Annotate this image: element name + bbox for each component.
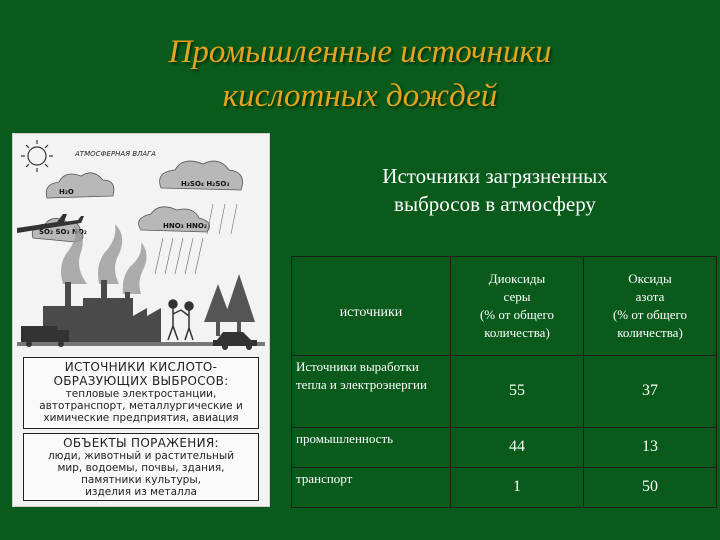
trees-icon — [204, 274, 255, 336]
header-sulfur-line-3: (% от общего — [479, 307, 555, 322]
header-sulfur-line-1: Диоксиды — [488, 271, 546, 286]
cell-nitrogen: 13 — [584, 427, 717, 467]
table-caption — [300, 162, 690, 218]
header-sulfur-line-4: количества) — [484, 325, 550, 340]
cell-sulfur: 55 — [451, 356, 584, 428]
cell-sulfur: 1 — [451, 467, 584, 507]
table-header-row — [292, 257, 717, 356]
damage-targets-text-4: изделия из металла — [85, 486, 197, 498]
emission-sources-text-3: химические предприятия, авиация — [43, 412, 239, 424]
chem-label-nitric: HNO₃ HNO₂ — [163, 222, 207, 230]
sun-icon — [21, 140, 53, 172]
damage-targets-heading: ОБЪЕКТЫ ПОРАЖЕНИЯ: — [63, 436, 219, 450]
emission-sources-text-2: автотранспорт, металлургические и — [39, 400, 243, 412]
chem-label-sulfuric: H₂SO₄ H₂SO₃ — [181, 180, 230, 188]
header-sources: источники — [292, 257, 451, 356]
header-nitrogen-line-1: Оксиды — [628, 271, 672, 286]
damage-targets-panel — [23, 433, 259, 501]
damage-targets-text-1: люди, животный и растительный — [47, 450, 235, 462]
cell-source: транспорт — [292, 467, 451, 507]
header-nitrogen-line-3: (% от общего — [612, 307, 688, 322]
slide-title-line-2: кислотных дождей — [222, 78, 498, 114]
cell-source: Источники выработки тепла и электроэнергии — [292, 356, 451, 428]
atmosphere-label: АТМОСФЕРНАЯ ВЛАГА — [75, 150, 156, 158]
damage-targets-text-3: памятники культуры, — [81, 474, 201, 486]
emissions-table — [291, 256, 717, 508]
slide-title — [60, 30, 660, 118]
header-sulfur-line-2: серы — [503, 289, 531, 304]
table-caption-line-1: Источники загрязненных — [382, 164, 608, 188]
cell-sulfur: 44 — [451, 427, 584, 467]
table-row — [292, 467, 717, 507]
emission-sources-heading-2: ОБРАЗУЮЩИХ ВЫБРОСОВ: — [53, 374, 229, 388]
emission-sources-panel — [23, 357, 259, 429]
people-icon — [168, 300, 193, 340]
table-row — [292, 356, 717, 428]
header-nitrogen-line-4: количества) — [617, 325, 683, 340]
header-nitrogen-oxides — [584, 257, 717, 356]
emission-sources-heading-1: ИСТОЧНИКИ КИСЛОТО- — [64, 360, 218, 374]
chem-label-oxides: SO₂ SO₃ NO₂ — [39, 228, 87, 236]
chem-label-water: H₂O — [59, 188, 74, 196]
slide-title-line-1: Промышленные источники — [168, 34, 552, 70]
header-sulfur-dioxides — [451, 257, 584, 356]
damage-targets-text-2: мир, водоемы, почвы, здания, — [57, 462, 225, 474]
cell-source: промышленность — [292, 427, 451, 467]
table-caption-line-2: выбросов в атмосферу — [394, 192, 596, 216]
table-row — [292, 427, 717, 467]
header-nitrogen-line-2: азота — [635, 289, 665, 304]
cell-nitrogen: 37 — [584, 356, 717, 428]
emission-sources-text-1: тепловые электростанции, — [65, 388, 217, 400]
cell-nitrogen: 50 — [584, 467, 717, 507]
